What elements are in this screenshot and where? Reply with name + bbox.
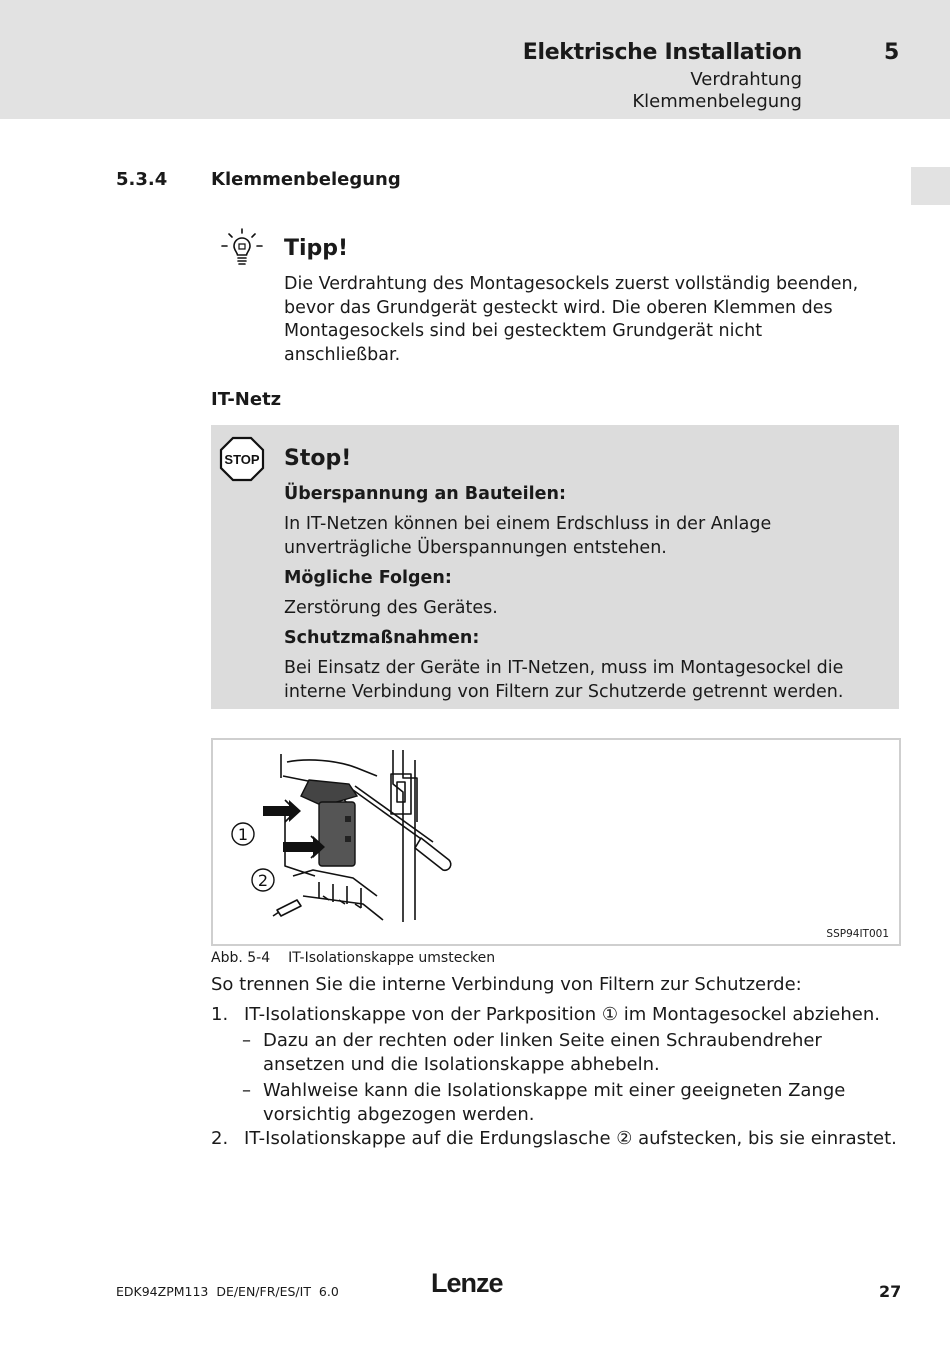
header-subtitle-1: Verdrahtung: [690, 69, 802, 90]
page-header: [0, 0, 950, 119]
step-text: IT-Isolationskappe von der Parkposition ① im Montagesockel abziehen.: [244, 1004, 880, 1025]
figure-code: SSP94IT001: [826, 928, 889, 940]
list-item: [211, 1127, 901, 1151]
step-number: 2.: [211, 1128, 229, 1149]
lenze-logo: Lenze: [431, 1268, 503, 1298]
list-item: [211, 1003, 901, 1027]
figure-it-cap: [211, 738, 901, 946]
tip-text: Die Verdrahtung des Montagesockels zuerst vollständig beenden, bevor das Grundgerät gesteckt wird. Die oberen Klemmen des Montagesockels sind bei gestecktem Grundgerät nicht anschließbar.: [284, 274, 859, 365]
header-subtitle-2: Klemmenbelegung: [632, 91, 802, 112]
figure-marker-1: 1: [237, 825, 249, 844]
stop-icon-text: STOP: [224, 452, 260, 467]
stop-sign-icon: [219, 436, 265, 482]
figure-marker-2: 2: [257, 871, 269, 890]
caption-label: Abb. 5-4: [211, 950, 271, 966]
stop-heading-3: Schutzmaßnahmen:: [284, 628, 480, 648]
step-number: 1.: [211, 1004, 229, 1025]
page-number: 27: [879, 1282, 902, 1301]
stop-text-1: In IT-Netzen können bei einem Erdschluss in der Anlage unverträgliche Überspannungen entstehen.: [284, 514, 772, 558]
stop-heading-1: Überspannung an Bauteilen:: [284, 484, 566, 504]
section-number: 5.3.4: [116, 169, 168, 190]
section-title: Klemmenbelegung: [211, 169, 401, 190]
list-item: [211, 1079, 901, 1127]
caption-text: IT-Isolationskappe umstecken: [288, 950, 496, 966]
device-illustration: [223, 746, 493, 926]
chapter-side-tab: [911, 167, 950, 205]
step-text: IT-Isolationskappe auf die Erdungslasche ② aufstecken, bis sie einrastet.: [244, 1128, 897, 1149]
stop-text-2: Zerstörung des Gerätes.: [284, 598, 498, 618]
chapter-title: Elektrische Installation: [522, 40, 802, 65]
document-id: EDK94ZPM113 DE/EN/FR/ES/IT 6.0: [116, 1284, 339, 1299]
stop-heading-2: Mögliche Folgen:: [284, 568, 452, 588]
instruction-steps: [211, 1003, 901, 1151]
dash-bullet: –: [242, 1030, 251, 1051]
stop-body: [284, 482, 884, 710]
tip-title: Tipp!: [284, 236, 349, 261]
stop-title: Stop!: [284, 446, 352, 471]
subheading-it-netz: IT-Netz: [211, 389, 282, 410]
stop-text-3: Bei Einsatz der Geräte in IT-Netzen, muss im Montagesockel die interne Verbindung von Filtern zur Schutzerde getrennt werden.: [284, 658, 844, 702]
lightbulb-icon: [220, 227, 264, 271]
sub-step-text: Wahlweise kann die Isolationskappe mit einer geeigneten Zange vorsichtig abgezogen werden.: [263, 1080, 846, 1125]
list-item: [211, 1029, 901, 1077]
dash-bullet: –: [242, 1080, 251, 1101]
instructions-intro: So trennen Sie die interne Verbindung von Filtern zur Schutzerde:: [211, 974, 802, 995]
figure-caption: [211, 950, 495, 966]
chapter-number: 5: [884, 40, 900, 65]
sub-step-text: Dazu an der rechten oder linken Seite einen Schraubendreher ansetzen und die Isolationskappe abhebeln.: [263, 1030, 822, 1075]
